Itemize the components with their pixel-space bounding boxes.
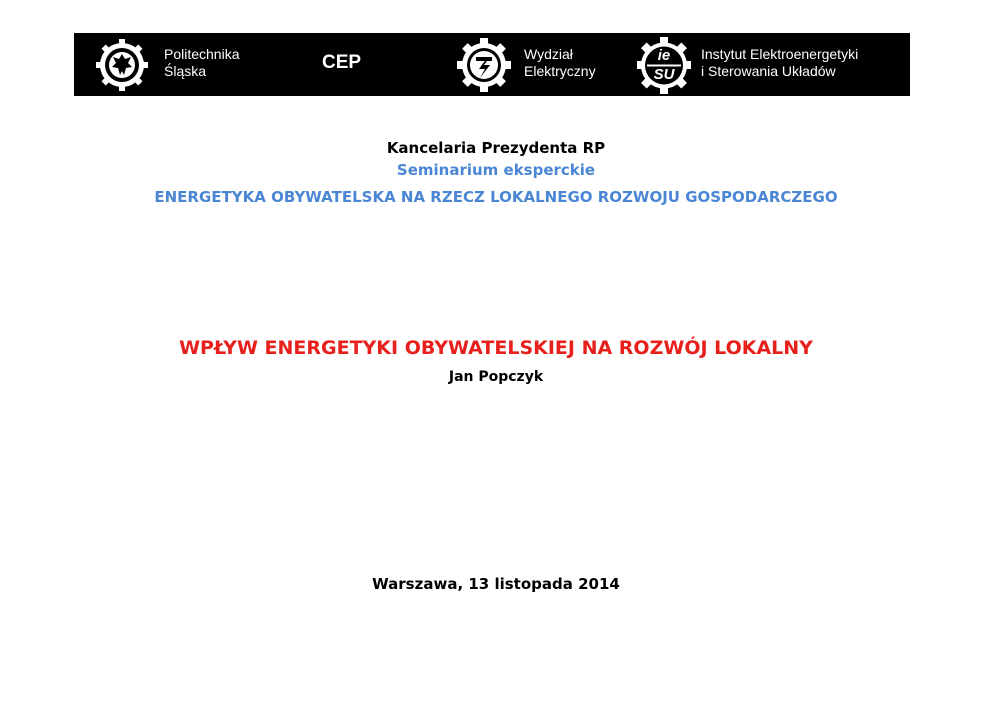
- university-name-line1: Politechnika: [164, 46, 240, 62]
- faculty-name-line2: Elektryczny: [524, 63, 596, 79]
- author-name: Jan Popczyk: [448, 369, 544, 385]
- wydzial-elektryczny-emblem-icon: [456, 37, 512, 93]
- header-banner: [74, 33, 910, 96]
- university-name-line2: Śląska: [164, 63, 207, 79]
- faculty-name-line1: Wydział: [524, 46, 573, 62]
- iesu-emblem-letters-top: ie: [657, 47, 671, 64]
- institute-name-line2: i Sterowania Układów: [701, 63, 836, 79]
- seminar-title: ENERGETYKA OBYWATELSKA NA RZECZ LOKALNEGO ROZWOJU GOSPODARCZEGO: [154, 188, 838, 206]
- institute-name-line1: Instytut Elektroenergetyki: [701, 46, 859, 62]
- place-and-date: Warszawa, 13 listopada 2014: [372, 575, 620, 593]
- presentation-title: WPŁYW ENERGETYKI OBYWATELSKIEJ NA ROZWÓJ LOKALNY: [179, 337, 813, 359]
- politechnika-slaska-emblem-icon: [94, 37, 150, 93]
- iesu-emblem-icon: [634, 35, 694, 96]
- organization-heading: Kancelaria Prezydenta RP: [386, 139, 606, 157]
- cep-logo-text: CEP: [322, 52, 362, 73]
- seminar-type-label: Seminarium eksperckie: [396, 161, 596, 179]
- iesu-emblem-letters-bottom: SU: [653, 66, 675, 83]
